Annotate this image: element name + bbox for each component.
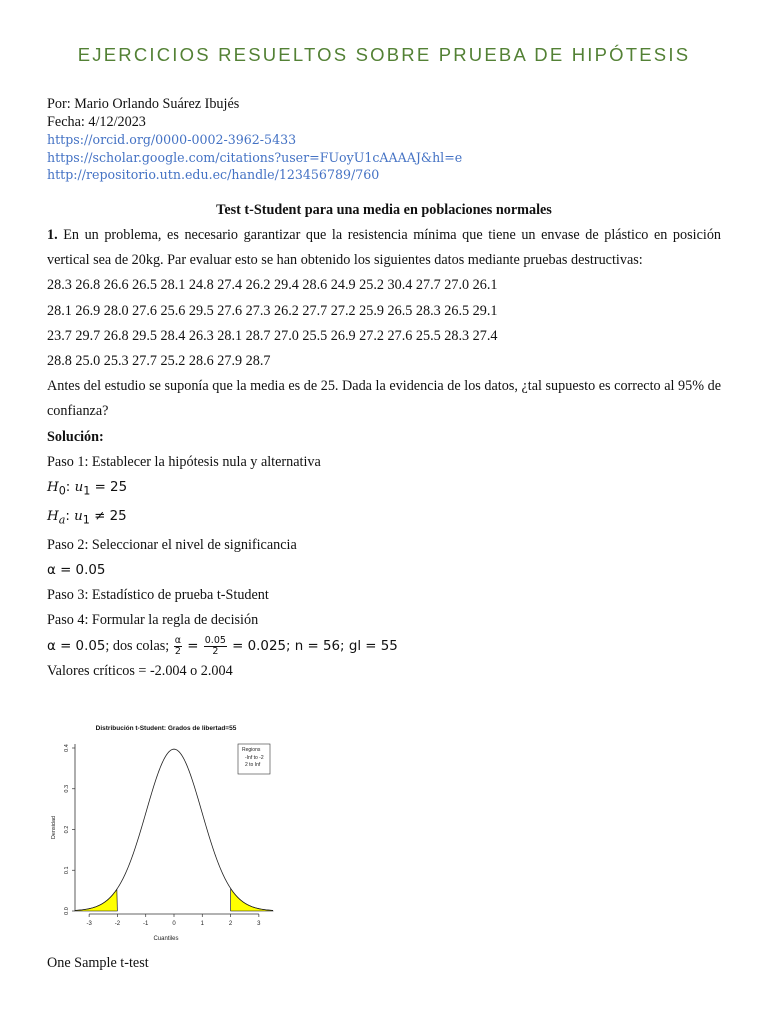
scholar-link[interactable]: https://scholar.google.com/citations?user=FUoyU1cAAAAJ&hl=e bbox=[47, 149, 463, 165]
step-3: Paso 3: Estadístico de prueba t-Student bbox=[47, 587, 269, 604]
x-tick-label: -3 bbox=[86, 921, 92, 927]
step-4: Paso 4: Formular la regla de decisión bbox=[47, 612, 259, 629]
x-tick-label: 1 bbox=[200, 921, 204, 927]
orcid-link[interactable]: https://orcid.org/0000-0002-3962-5433 bbox=[47, 132, 297, 148]
repository-link[interactable]: http://repositorio.utn.edu.ec/handle/123456789/760 bbox=[47, 167, 380, 183]
y-tick-label: 0.2 bbox=[64, 825, 70, 834]
x-tick-label: 2 bbox=[228, 921, 233, 927]
y-tick-label: 0.1 bbox=[64, 866, 70, 875]
one-sample-ttest-label: One Sample t-test bbox=[47, 955, 149, 971]
step-1: Paso 1: Establecer la hipótesis nula y alternativa bbox=[47, 453, 321, 470]
section-title: Test t-Student para una media en poblaciones normales bbox=[216, 202, 552, 218]
shaded-tail-1 bbox=[75, 889, 117, 911]
date-line: Fecha: 4/12/2023 bbox=[47, 113, 146, 130]
document-title: EJERCICIOS RESUELTOS SOBRE PRUEBA DE HIPÓTESIS bbox=[77, 44, 691, 65]
data-line-1: 28.3 26.8 26.6 26.5 28.1 24.8 27.4 26.2 29.4 28.6 24.9 25.2 30.4 27.7 27.0 26.1 bbox=[47, 277, 498, 294]
solution-heading: Solución: bbox=[47, 428, 104, 445]
problem-statement bbox=[47, 223, 721, 273]
problem-number: 1. bbox=[47, 227, 58, 243]
data-line-2: 28.1 26.9 28.0 27.6 25.6 29.5 27.6 27.3 26.2 27.7 27.2 25.9 26.5 28.3 26.5 29.1 bbox=[47, 302, 498, 319]
alternative-hypothesis: $H_a$: $u_1 \ne 25$ bbox=[47, 508, 127, 527]
x-tick-label: 3 bbox=[257, 921, 261, 927]
x-tick-label: -1 bbox=[143, 921, 149, 927]
fraction-alpha-2: $\frac{\alpha}{2}$ bbox=[174, 634, 182, 657]
t-distribution-chart bbox=[47, 718, 283, 946]
x-axis-label: Cuantiles bbox=[153, 936, 179, 942]
legend-entry: 2 to Inf bbox=[245, 762, 261, 768]
y-tick-label: 0.0 bbox=[64, 907, 70, 915]
problem-question: Antes del estudio se suponía que la media es de 25. Dada la evidencia de los datos, ¿tal supuesto es correcto al 95% de confianza? bbox=[47, 378, 721, 420]
shaded-tail-2 bbox=[231, 889, 273, 911]
legend-entry: -Inf to -2 bbox=[245, 755, 264, 761]
problem-text: En un problema, es necesario garantizar que la resistencia mínima que tiene un envase de plástico en posición vertical sea de 20kg. Par evaluar esto se han obtenido los siguientes datos mediante pruebas destructivas: bbox=[47, 227, 722, 269]
legend-title: Regions bbox=[242, 747, 261, 753]
null-hypothesis: $H_0$: $u_1 = 25$ bbox=[47, 480, 128, 498]
problem-body bbox=[47, 223, 721, 684]
chart-title: Distribución t-Student: Grados de libertad=55 bbox=[95, 725, 237, 732]
x-tick-label: 0 bbox=[172, 921, 176, 927]
data-line-4: 28.8 25.0 25.3 27.7 25.2 28.6 27.9 28.7 bbox=[47, 353, 271, 370]
y-axis-label: Densidad bbox=[51, 815, 57, 840]
alpha-value: α = 0.05 bbox=[47, 562, 106, 578]
decision-rule: α = 0.05; dos colas; $\frac{\alpha}{2}$ = $\frac{0.05}{2}$ = 0.025; n = 56; gl = 55 bbox=[47, 634, 398, 657]
author-meta bbox=[47, 96, 462, 184]
data-line-3: 23.7 29.7 26.8 29.5 28.4 26.3 28.1 28.7 27.0 25.5 26.9 27.2 27.6 25.5 28.3 27.4 bbox=[47, 327, 498, 344]
critical-values: Valores críticos = -2.004 o 2.004 bbox=[47, 662, 233, 679]
fraction-005-2: $\frac{0.05}{2}$ bbox=[204, 634, 226, 657]
y-tick-label: 0.3 bbox=[64, 784, 70, 793]
chart-svg bbox=[47, 718, 283, 946]
y-tick-label: 0.4 bbox=[64, 744, 70, 752]
x-tick-label: -2 bbox=[114, 921, 121, 927]
author-line: Por: Mario Orlando Suárez Ibujés bbox=[47, 96, 240, 112]
step-2: Paso 2: Seleccionar el nivel de significancia bbox=[47, 536, 297, 553]
